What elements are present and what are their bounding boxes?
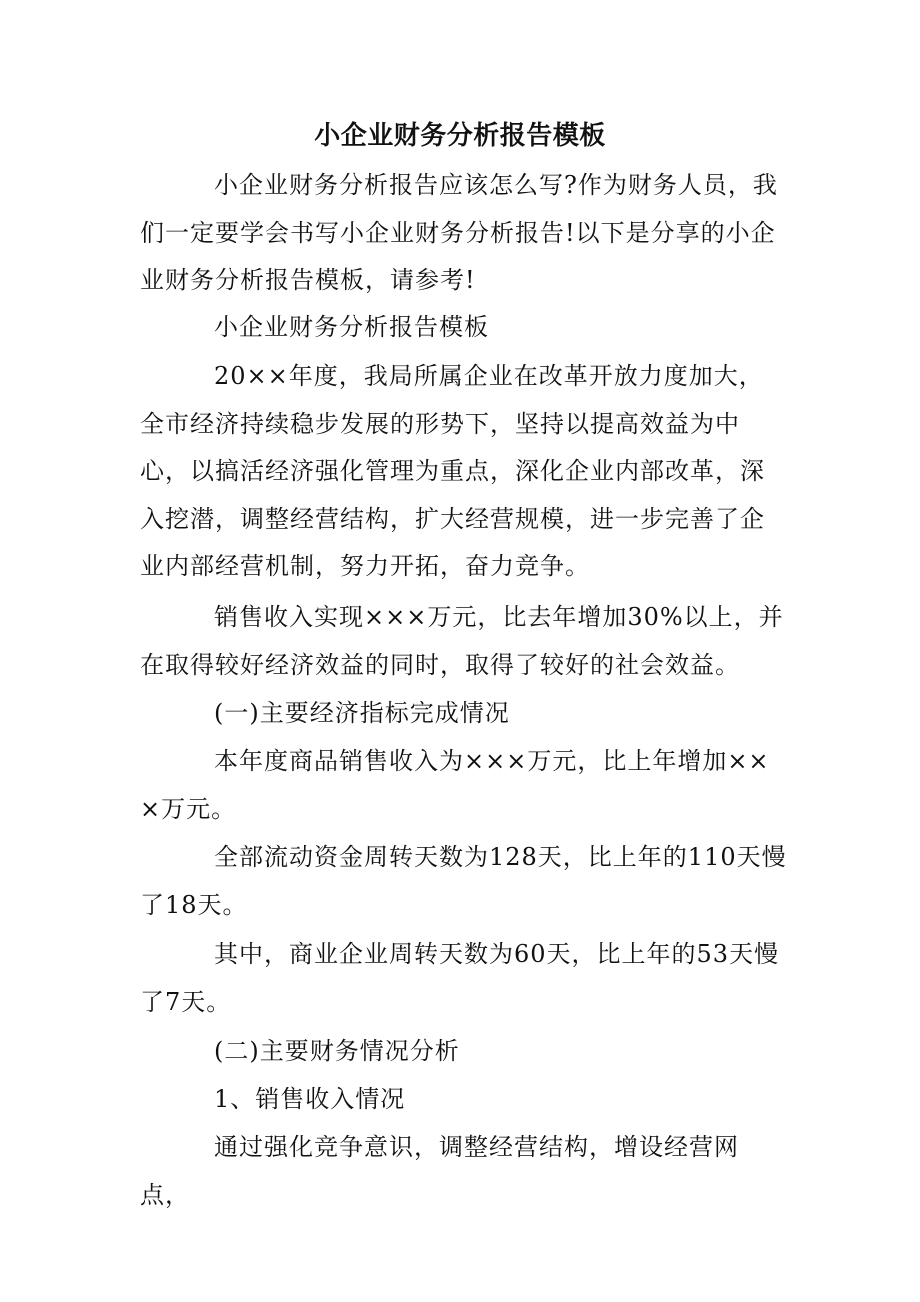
sales-summary-paragraph: 销售收入实现×××万元，比去年增加30%以上，并在取得较好经济效益的同时，取得了较好的社会效益。 xyxy=(140,603,784,679)
section-heading-2: (二)主要财务情况分析 xyxy=(214,1037,460,1065)
commercial-turnover-paragraph: 其中，商业企业周转天数为60天，比上年的53天慢了7天。 xyxy=(140,940,780,1016)
sales-detail-paragraph: 通过强化竞争意识，调整经营结构，增设经营网点， xyxy=(140,1133,739,1209)
subsection-heading-1: 1、销售收入情况 xyxy=(214,1085,406,1113)
revenue-paragraph: 本年度商品销售收入为×××万元，比上年增加×××万元。 xyxy=(140,747,770,823)
document-title: 小企业财务分析报告模板 xyxy=(314,121,606,151)
turnover-paragraph: 全部流动资金周转天数为128天，比上年的110天慢了18天。 xyxy=(140,843,787,919)
subtitle-paragraph: 小企业财务分析报告模板 xyxy=(214,313,489,341)
section-heading-1: (一)主要经济指标完成情况 xyxy=(214,699,510,727)
overview-paragraph: 20××年度，我局所属企业在改革开放力度加大，全市经济持续稳步发展的形势下，坚持以提高效益为中心，以搞活经济强化管理为重点，深化企业内部改革，深入挖潜，调整经营结构，扩大经营规模，进一步完善了企业内部经营机制，努力开拓，奋力竞争。 xyxy=(140,362,765,580)
intro-paragraph: 小企业财务分析报告应该怎么写?作为财务人员，我们一定要学会书写小企业财务分析报告!以下是分享的小企业财务分析报告模板，请参考! xyxy=(140,171,778,294)
